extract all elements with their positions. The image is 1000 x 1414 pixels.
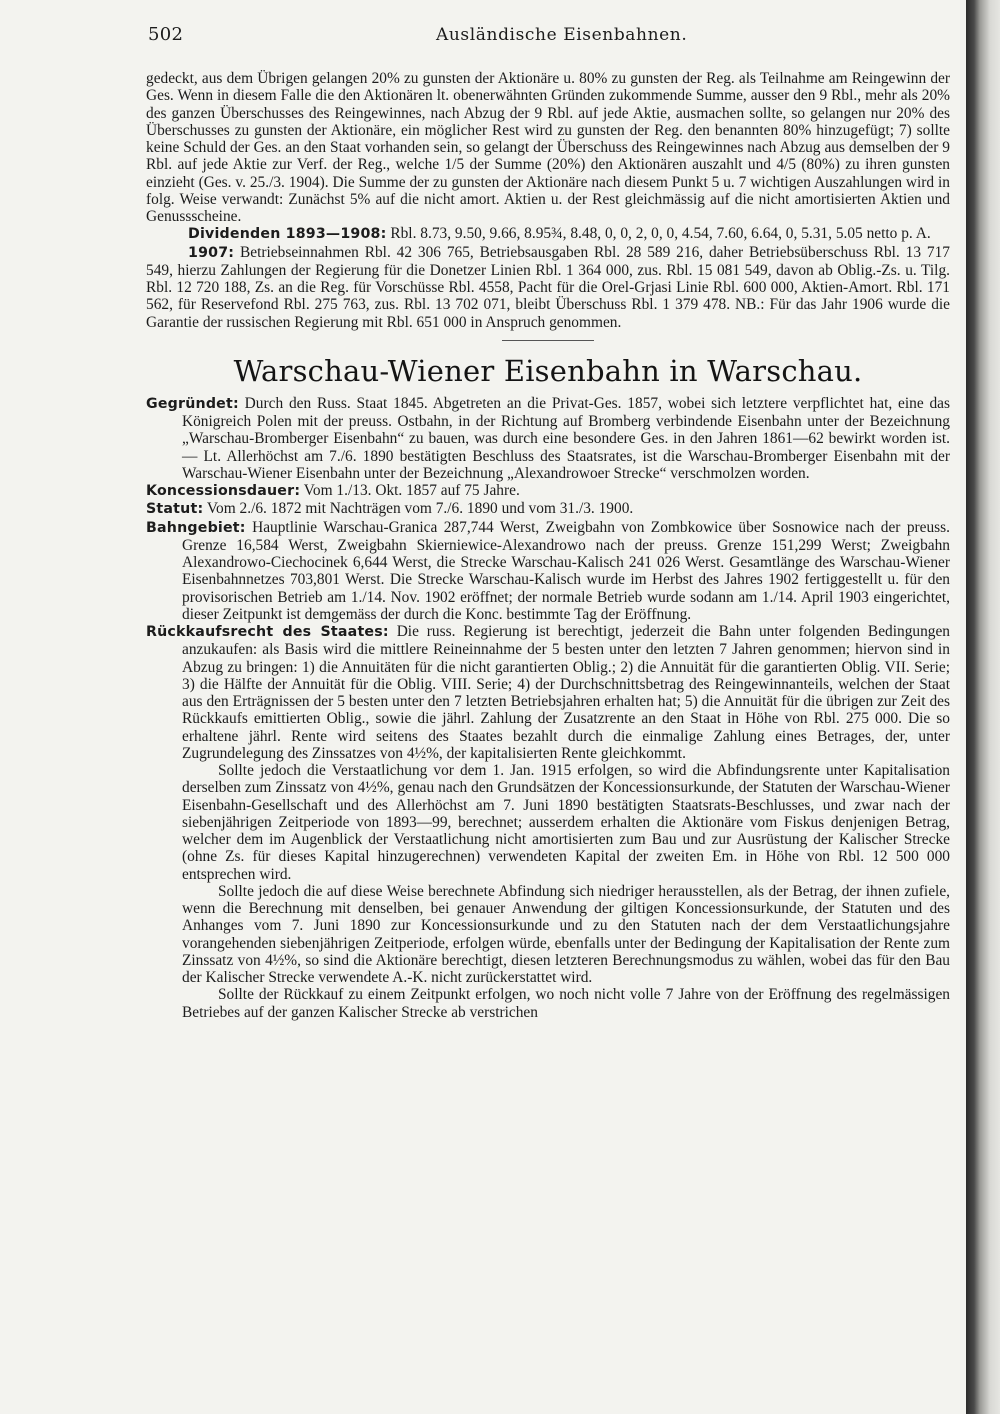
year-report-text: Betriebseinnahmen Rbl. 42 306 765, Betriebsausgaben Rbl. 28 589 216, daher Betriebsüberschuss Rbl. 13 717 549, hierzu Zahlungen der Regierung für die Donetzer Linien Rbl. 1 364 000, zus. Rbl. 15 081 549, davon ab Oblig.-Zs. u. Tilg. Rbl. 12 720 188, Zs. an die Reg. für Vorschüsse Rbl. 4558, Pacht für die Orel-Grjasi Linie Rbl. 600 000, Aktien-Amort. Rbl. 171 562, für Reservefond Rbl. 275 763, zus. Rbl. 13 702 071, bleibt Überschuss Rbl. 1 379 478. NB.: Für das Jahr 1906 wurde die Garantie der russischen Regierung mit Rbl. 651 000 in Anspruch genommen. [146,243,950,331]
page-body [146,70,950,1021]
founded-paragraph [146,395,950,482]
entry-title: Warschau-Wiener Eisenbahn in Warschau. [233,353,863,388]
previous-entry-paragraph: gedeckt, aus dem Übrigen gelangen 20% zu gunsten der Aktionäre u. 80% zu gunsten der Reg. als Teilnahme am Reingewinn der Ges. Wenn in diesem Falle die den Aktionären lt. obenerwähnten Gründen zukommende Summe, ausser den 9 Rbl., mehr als 20% des ganzen Überschusses des Reingewinnes, nach Abzug der 9 Rbl. auf jede Aktie, ausmachen sollte, so gelangen nur 20% des Überschusses zu gunsten der Aktionäre, ein möglicher Rest wird zu gunsten der Reg. den benannten 80% hinzugefügt; 7) sollte keine Schuld der Ges. an den Staat vorhanden sein, so gelangt der Überschuss des Reingewinnes nach Abzug aus demselben der 9 Rbl. auf jede Aktie zur Verf. der Reg., welche 1/5 der Summe (20%) den Aktionären auszahlt und 4/5 (80%) zu ihren gunsten einzieht (Ges. v. 25./3. 1904). Die Summe der zu gunsten der Aktionäre nach diesem Punkt 5 u. 7 wichtigen Auszahlungen wird in folg. Weise verwandt: Zunächst 5% auf die nicht amort. Aktien u. der Rest gleichmässig auf die nicht amortisierten Aktien und Genussscheine. [146,70,950,225]
statute-label: Statut: [146,501,204,518]
section-divider [502,340,594,341]
buyback-text: Die russ. Regierung ist berechtigt, jederzeit die Bahn unter folgenden Bedingungen anzukaufen: als Basis wird die mittlere Reineinnahme der 5 besten unter den letzten 7 Jahren genommen; hiervon sind in Abzug zu bringen: 1) die Annuitäten für die nicht garantierten Oblig.; 2) die Annuität für die garantierten Oblig. VII. Serie; 3) die Hälfte der Annuität für die Oblig. VIII. Serie; 4) der Durchschnittsbetrag des Reingewinnanteils, welchen der Staat aus den Erträgnissen der 5 besten unter den 7 letzten Betriebsjahren erhalten hat; 5) die Annuität für die übrigen zur Zeit des Rückkaufs emittierten Oblig., sowie die jährl. Zahlung der Zusatzrente an den Staat in Höhe von Rbl. 275 000. Die so erhaltene jährl. Rente wird seitens des Staates bezahlt durch die einmalige Zahlung eines Betrages, der, unter Zugrundelegung des Zinssatzes von 4½%, der kapitalisierten Rente gleichkommt. [182,623,951,762]
concession-text: Vom 1./13. Okt. 1857 auf 75 Jahre. [303,482,520,499]
railway-area-text: Hauptlinie Warschau-Granica 287,744 Werst, Zweigbahn von Zombkowice über Sosnowice nach der preuss. Grenze 16,584 Werst, Zweigbahn Skierniewice-Alexandrowo nach der preuss. Grenze 151,299 Werst; Zweigbahn Alexandrowo-Ciechocinek 6,644 Werst, die Strecke Warschau-Kalisch 241 026 Werst. Gesamtlänge des Warschau-Wiener Eisenbahnnetzes 703,801 Werst. Die Strecke Warschau-Kalisch wurde im Herbst des Jahres 1902 fertiggestellt u. für den provisorischen Betrieb am 1./14. Nov. 1902 eröffnet; der normale Betrieb wurde sodann am 1./14. April 1903 eingerichtet, dieser Zeitpunkt ist demgemäss der durch die Konc. bestimmte Tag der Eröffnung. [182,518,950,623]
railway-area-label: Bahngebiet: [146,519,246,536]
concession-label: Koncessionsdauer: [146,483,301,499]
buyback-paragraph [146,623,950,762]
nationalization-text: Sollte jedoch die Verstaatlichung vor dem 1. Jan. 1915 erfolgen, so wird die Abfindungsrente unter Kapitalisation derselben zum Zinssatz von 4½%, genau nach den Grundsätzen der Koncessionsurkunde, der Statuten der Warschau-Wiener Eisenbahn-Gesellschaft und des Allerhöchst am 7. Juni 1890 bestätigten Staatsrats-Beschlusses, und zwar nach der siebenjährigen Zeitperiode von 1893—99, berechnet; ausserdem erhalten die Aktionäre vom Fiskus denjenigen Betrag, welcher dem im Augenblick der Verstaatlichung nicht amortisierten zum Bau und zur Ausrüstung der Kalischer Strecke (ohne Zs. für dieses Kapital hinzugerechnen) verwendeten Kapital der zweiten Em. in Höhe von Rbl. 12 500 000 entsprechen wird. [182,762,950,883]
year-report-paragraph [146,244,950,331]
paragraph-nationalization [146,762,950,883]
concession-paragraph [146,482,950,500]
dividends-label: Dividenden 1893—1908: [188,226,387,243]
paragraph-alternative [146,883,950,987]
page-header [148,24,948,48]
running-title: Ausländische Eisenbahnen. [436,25,688,45]
founded-label: Gegründet: [146,395,239,412]
paragraph-early-buyback [146,986,950,1021]
early-buyback-text: Sollte der Rückkauf zu einem Zeitpunkt erfolgen, wo noch nicht volle 7 Jahre von der Eröffnung des regelmässigen Betriebes auf der ganzen Kalischer Strecke ab verstrichen [182,986,950,1021]
buyback-label: Rückkaufsrecht des Staates: [146,624,389,640]
dividends-paragraph [146,225,950,243]
statute-text: Vom 2./6. 1872 mit Nachträgen vom 7./6. 1890 und vom 31./3. 1900. [206,500,634,518]
scan-edge-shadow [966,0,1000,1414]
page-number: 502 [148,24,184,45]
alternative-text: Sollte jedoch die auf diese Weise berechnete Abfindung sich niedriger herausstellen, als der Betrag, der ihnen zufiele, wenn die Berechnung mit denselben, bei genauer Anwendung der giltigen Koncessionsurkunde, der Statuten und des Anhanges vom 7. Juni 1890 zur Koncessionsurkunde und zu den Statuten nach der dem Verstaatlichungsjahre vorangehenden siebenjährigen Zeitperiode, erfolgen würde, ebenfalls unter der Bedingung der Kapitalisation der Rente zum Zinssatz von 4½%, so sind die Aktionäre berechtigt, diesen letzteren Berechnungsmodus zu wählen, wobei das für den Bau der Kalischer Strecke verwendete A.-K. nicht zurückerstattet wird. [182,882,950,986]
statute-paragraph [146,500,950,518]
founded-text: Durch den Russ. Staat 1845. Abgetreten an die Privat-Ges. 1857, wobei sich letztere verpflichtet hat, eine das Königreich Polen mit der preuss. Ostbahn, in der Richtung auf Bromberg verbindende Eisenbahn unter der Bezeichnung „Warschau-Bromberger Eisenbahn“ zu bauen, was durch eine besondere Ges. in den Jahren 1861—62 bewirkt worden ist. — Lt. Allerhöchst am 7./6. 1890 bestätigten Beschluss des Staatsrates, ist die Warschau-Bromberger Eisenbahn mit der Warschau-Wiener Eisenbahn unter der Bezeichnung „Alexandrowoer Strecke“ verschmolzen worden. [182,394,950,482]
railway-area-paragraph [146,519,950,624]
year-label: 1907: [188,244,235,261]
dividends-text: Rbl. 8.73, 9.50, 9.66, 8.95¾, 8.48, 0, 0, 2, 0, 0, 4.54, 7.60, 6.64, 0, 5.31, 5.05 netto p. A. [390,225,931,243]
